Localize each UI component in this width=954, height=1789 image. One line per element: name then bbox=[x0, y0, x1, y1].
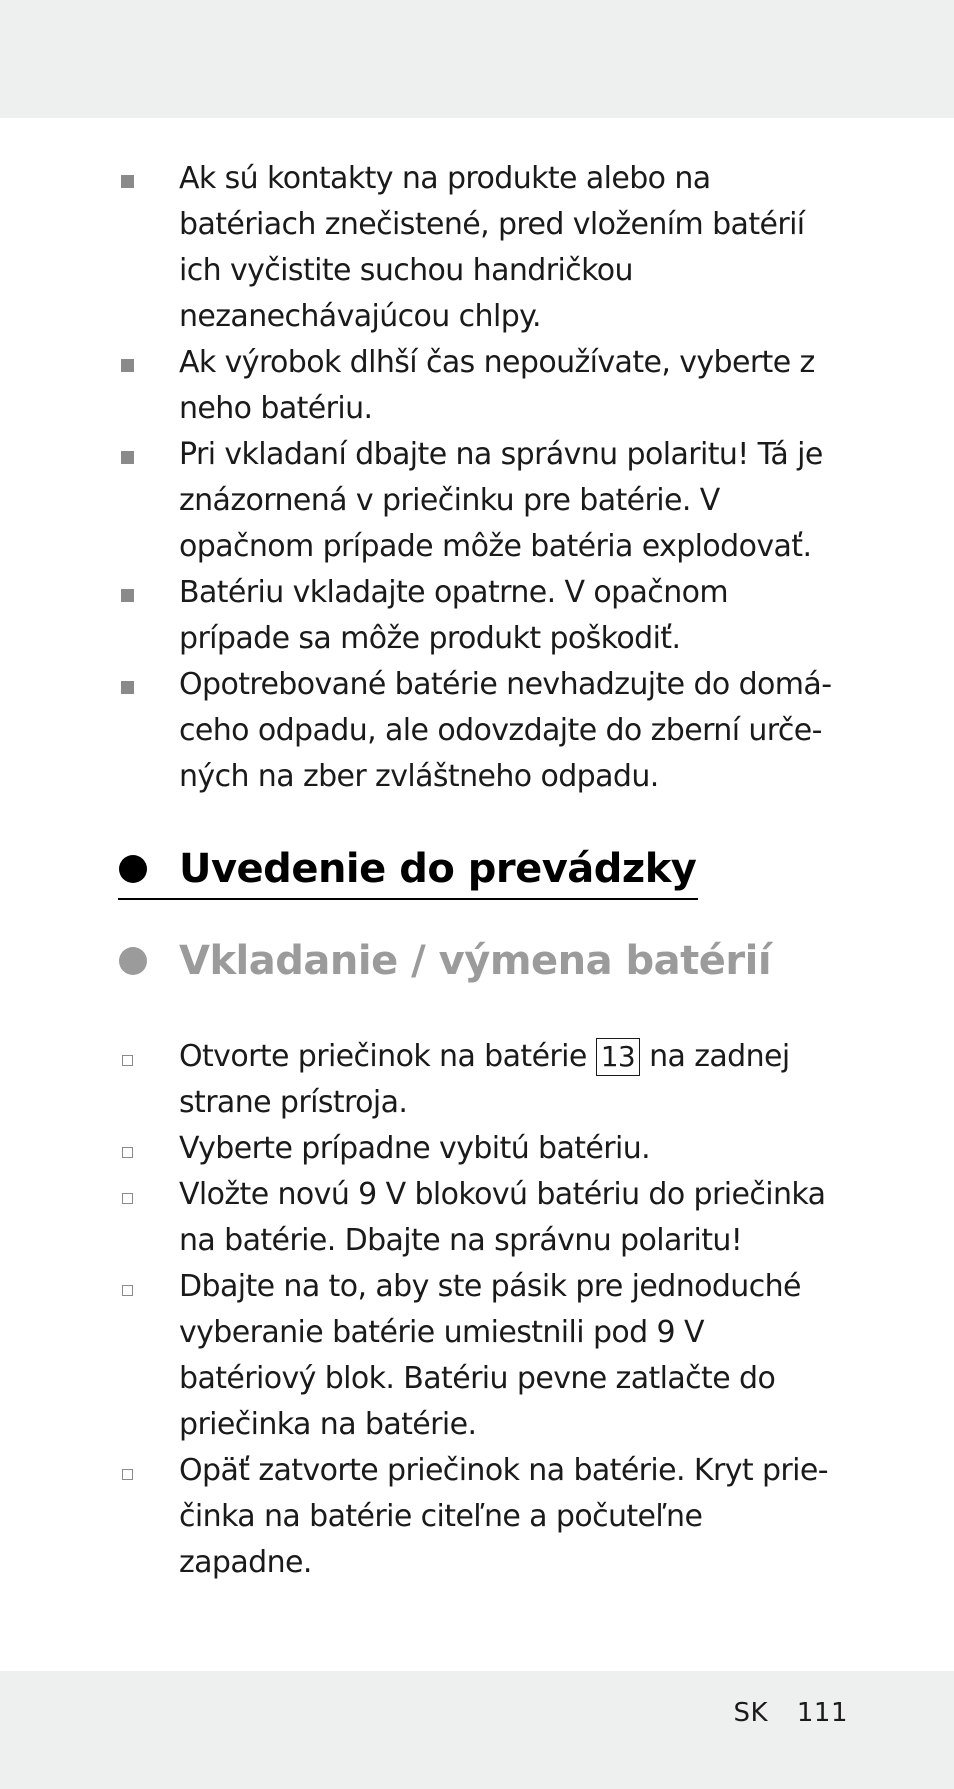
battery-steps-list bbox=[118, 1034, 838, 1586]
warning-text: Opotrebované batérie nevhadzujte do domá-ceho odpadu, ale odovzdajte do zberní urče-ných na zber zvláštneho odpadu. bbox=[179, 667, 832, 794]
step-text-after-ref: na zadnej strane prístroja. bbox=[179, 1039, 790, 1120]
step-text: Opäť zatvorte priečinok na batérie. Kryt prie-činka na batérie citeľne a počuteľne zapadne. bbox=[179, 1453, 828, 1580]
step-text-before-ref: Otvorte priečinok na batérie bbox=[179, 1039, 587, 1074]
step-item bbox=[118, 1034, 838, 1126]
open-square-bullet-icon bbox=[122, 1285, 133, 1296]
warning-item bbox=[118, 340, 838, 432]
step-item bbox=[118, 1126, 838, 1172]
section-heading bbox=[118, 840, 698, 900]
language-code: SK bbox=[733, 1698, 769, 1728]
footer-band bbox=[0, 1671, 954, 1789]
warning-text: Pri vkladaní dbajte na správnu polaritu! Tá je znázornená v priečinku pre batérie. V opačnom prípade môže batéria explodovať. bbox=[179, 437, 823, 564]
warning-item bbox=[118, 432, 838, 570]
filled-square-bullet-icon bbox=[121, 359, 134, 372]
subsection-heading-text: Vkladanie / výmena batérií bbox=[179, 938, 772, 984]
filled-square-bullet-icon bbox=[121, 451, 134, 464]
page-number: 111 bbox=[796, 1698, 848, 1728]
section-heading-text: Uvedenie do prevádzky bbox=[179, 846, 697, 892]
part-reference-number: 13 bbox=[596, 1038, 640, 1076]
warning-item bbox=[118, 570, 838, 662]
open-square-bullet-icon bbox=[122, 1469, 133, 1480]
warning-text: Ak výrobok dlhší čas nepoužívate, vyberte z neho batériu. bbox=[179, 345, 815, 426]
open-square-bullet-icon bbox=[122, 1193, 133, 1204]
step-item bbox=[118, 1172, 838, 1264]
warning-text: Batériu vkladajte opatrne. V opačnom prípade sa môže produkt poškodiť. bbox=[179, 575, 728, 656]
filled-square-bullet-icon bbox=[121, 589, 134, 602]
step-text: Vyberte prípadne vybitú batériu. bbox=[179, 1131, 651, 1166]
black-bullet-dot-icon bbox=[119, 855, 147, 883]
warning-text: Ak sú kontakty na produkte alebo na batériach znečistené, pred vložením batérií ich vyčistite suchou handričkou nezanechávajúcou chlpy. bbox=[179, 161, 805, 334]
step-text: Dbajte na to, aby ste pásik pre jednoduché vyberanie batérie umiestnili pod 9 V batériový blok. Batériu pevne zatlačte do priečinka na batérie. bbox=[179, 1269, 801, 1442]
step-item bbox=[118, 1448, 838, 1586]
page-footer bbox=[734, 1698, 848, 1728]
header-band bbox=[0, 0, 954, 118]
step-text: Vložte novú 9 V blokovú batériu do priečinka na batérie. Dbajte na správnu polaritu! bbox=[179, 1177, 826, 1258]
open-square-bullet-icon bbox=[122, 1055, 133, 1066]
warning-item bbox=[118, 156, 838, 340]
filled-square-bullet-icon bbox=[121, 681, 134, 694]
subsection-heading bbox=[118, 932, 771, 990]
gray-bullet-dot-icon bbox=[119, 947, 147, 975]
step-item bbox=[118, 1264, 838, 1448]
battery-warnings-list bbox=[118, 156, 838, 800]
warning-item bbox=[118, 662, 838, 800]
filled-square-bullet-icon bbox=[121, 175, 134, 188]
open-square-bullet-icon bbox=[122, 1147, 133, 1158]
